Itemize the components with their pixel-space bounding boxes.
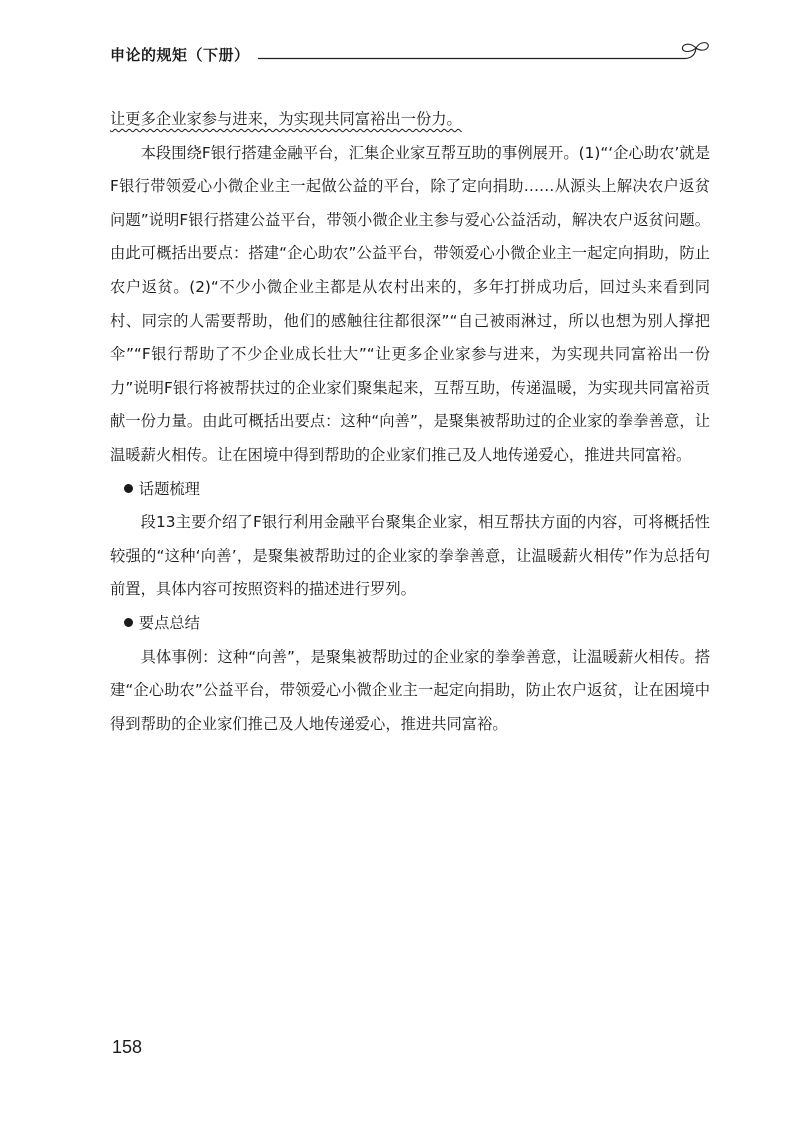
topic-paragraph: 段13主要介绍了F银行利用金融平台聚集企业家，相互帮扶方面的内容，可将概括性较强的“这种‘向善’，是聚集被帮助过的企业家的拳拳善意，让温暖薪火相传”作为总括句前置，具体内容可按照资料的描述进行罗列。 (110, 513, 710, 599)
section-heading-label: 话题梳理 (138, 479, 200, 498)
page-header (110, 40, 710, 70)
book-title: 申论的规矩（下册） (110, 46, 250, 64)
bullet-icon (124, 618, 133, 627)
page-body (110, 103, 710, 741)
bullet-icon (124, 484, 133, 493)
sprout-icon (110, 40, 710, 70)
section-heading-label: 要点总结 (138, 613, 200, 632)
section-heading-topic (110, 473, 710, 507)
summary-paragraph: 具体事例：这种“向善”，是聚集被帮助过的企业家的拳拳善意，让温暖薪火相传。搭建“企心助农”公益平台，带领爱心小微企业主一起定向捐助，防止农户返贫，让在困境中得到帮助的企业家们推己及人地传递爱心，推进共同富裕。 (110, 647, 710, 733)
underlined-quote: 让更多企业家参与进来，为实现共同富裕出一份力。 (110, 110, 462, 128)
page-number: 158 (112, 1037, 143, 1057)
section-heading-summary (110, 607, 710, 641)
continuation-line (110, 103, 710, 137)
analysis-paragraph: 本段围绕F银行搭建金融平台，汇集企业家互帮互助的事例展开。(1)“‘企心助农’就是F银行带领爱心小微企业主一起做公益的平台，除了定向捐助……从源头上解决农户返贫问题”说明F银行搭建公益平台，带领小微企业主参与爱心公益活动，解决农户返贫问题。由此可概括出要点：搭建“企心助农”公益平台，带领爱心小微企业主一起定向捐助，防止农户返贫。(2)“不少小微企业主都是从农村出来的，多年打拼成功后，回过头来看到同村、同宗的人需要帮助，他们的感触往往都很深”“自己被雨淋过，所以也想为别人撑把伞”“F银行帮助了不少企业成长壮大”“让更多企业家参与进来，为实现共同富裕出一份力”说明F银行将被帮扶过的企业家们聚集起来，互帮互助，传递温暖，为实现共同富裕贡献一份力量。由此可概括出要点：这种“向善”，是聚集被帮助过的企业家的拳拳善意，让温暖薪火相传。让在困境中得到帮助的企业家们推己及人地传递爱心，推进共同富裕。 (110, 143, 710, 464)
